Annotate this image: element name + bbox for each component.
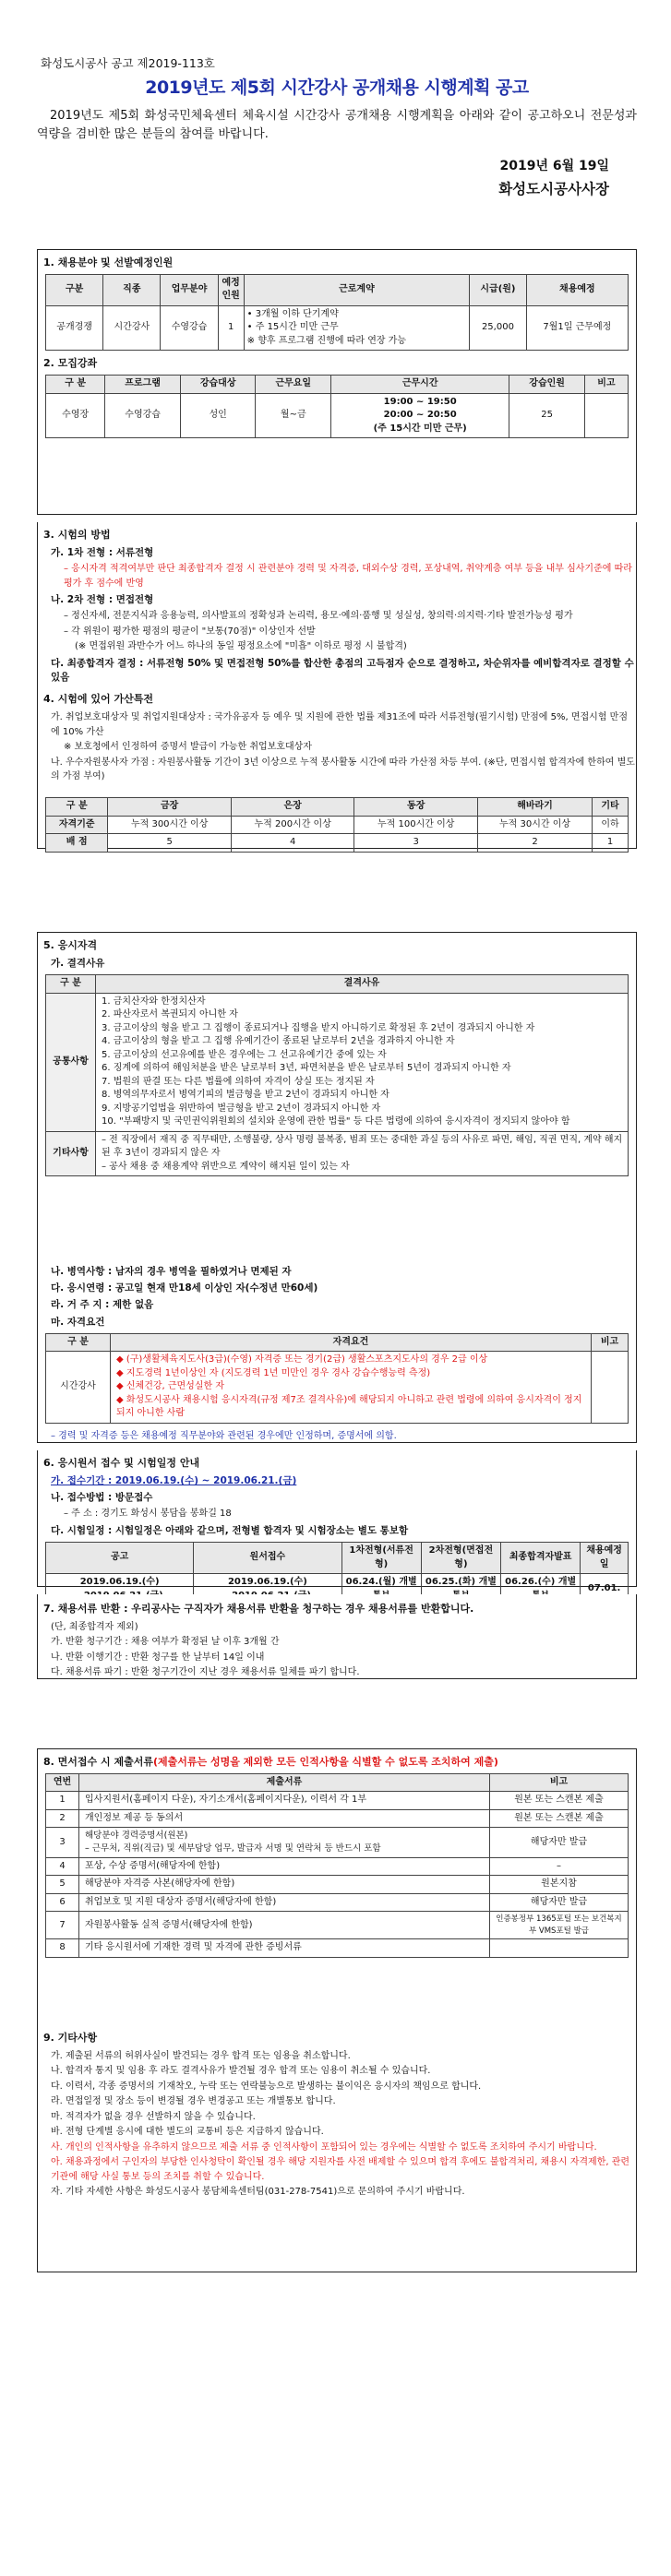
list-item: 3. 금고이상의 형을 받고 그 집행이 종료되거나 집행을 받지 아니하기로 확정된 후 2년이 경과되지 아니한 자 (102, 1022, 535, 1033)
table-cell: 누적 100시간 이상 (354, 816, 478, 834)
table-cell: 입사지원서(홈페이지 다운), 자기소개서(홈페이지다운), 이력서 각 1부 (79, 1792, 490, 1810)
list-item: ◆ (구)생활체육지도사(3급)(수영) 자격증 또는 경기(2급) 생활스포츠지도사의 경우 2급 이상 (116, 1354, 488, 1366)
table-row (46, 305, 629, 351)
table-row (46, 1939, 629, 1958)
notice-header (37, 55, 637, 200)
schedule-box (37, 1450, 637, 1594)
table-header: 비고 (592, 1333, 629, 1352)
table-cell: 해당자만 발급 (490, 1893, 629, 1912)
table-row (46, 1809, 629, 1828)
table-header: 공고 (46, 1543, 194, 1574)
table-cell: 누적 300시간 이상 (108, 816, 232, 834)
table-cell: 2 (46, 1809, 79, 1828)
list-item: 9. 지방공기업법을 위반하여 벌금형을 받고 2년이 경과되지 아니한 자 (102, 1103, 381, 1114)
documents-table (45, 1773, 629, 1958)
section-9-item: 자. 기타 자세한 사항은 화성도시공사 봉담체육센터팀(031-278-7541)으로 문의하여 주시기 바랍니다. (51, 2187, 465, 2198)
table-header: 비고 (584, 376, 628, 394)
table-cell: – (490, 1857, 629, 1876)
section-5-a: 가. 결격사유 (51, 957, 105, 969)
list-item: ◆ 신체건강, 근면성실한 자 (116, 1381, 225, 1392)
table-cell: 06.25.(화) 개별 (421, 1574, 500, 1605)
table-cell: 07.01. (581, 1574, 629, 1605)
table-header: 채용예정일 (581, 1543, 629, 1574)
table-cell: 원본 또는 스캔본 제출 (490, 1792, 629, 1810)
section-3-a1 (64, 562, 636, 590)
table-cell: 개인정보 제공 등 동의서 (79, 1809, 490, 1828)
list-item: ◆ 지도경력 1년이상인 자 (지도경력 1년 미만인 경우 경사 강습수행능력 측정) (116, 1367, 431, 1378)
list-item: 6. 징계에 의하여 해임처분을 받은 날로부터 3년, 파면처분을 받은 날로부터 5년이 경과되지 아니한 자 (102, 1063, 511, 1074)
return-box (37, 1594, 637, 1679)
recruitment-box (37, 249, 637, 515)
table-cell (490, 1939, 629, 1958)
table-header: 강습대상 (180, 376, 256, 394)
table-cell: 해당분야 경력증명서(원본) – 근무처, 직위(직급) 및 세부담당 업무, 발급자 서명 및 연락처 등 반드시 포함 (79, 1828, 490, 1858)
table-header: 구분 (46, 274, 103, 305)
table-cell: 7월1일 근무예정 (526, 305, 628, 351)
section-9-item: 마. 적격자가 없을 경우 선발하지 않을 수 있습니다. (51, 2111, 256, 2122)
table-cell: 수영강습 (105, 393, 181, 438)
list-item: 2. 파산자로서 복권되지 아니한 자 (102, 1009, 238, 1020)
section-3-b: 나. 2차 전형 : 면접전형 (51, 594, 154, 606)
table-header: 원서접수 (194, 1543, 341, 1574)
table-cell: 1 (46, 1792, 79, 1810)
table-row (46, 1876, 629, 1894)
section-2-title: 2. 모집강좌 (43, 357, 98, 370)
table-cell: 2 (477, 834, 592, 853)
table-header: 제출서류 (79, 1773, 490, 1792)
table-header: 구 분 (46, 975, 96, 994)
table-cell: 2019.06.19.(수) (194, 1574, 341, 1605)
course-table (45, 375, 629, 438)
table-header: 자격요건 (111, 1333, 592, 1352)
table-cell: 5 (46, 1876, 79, 1894)
table-cell: 해당자만 발급 (490, 1828, 629, 1858)
table-cell: 이하 (593, 816, 629, 834)
list-item: – 전 직장에서 재직 중 직무태만, 소행불량, 상사 명령 불복종, 범죄 또는 중대한 과실 등의 사유로 파면, 해임, 직권 면직, 계약 해지된 후 3년이 경과되지 않은 자 (102, 1134, 623, 1159)
section-7-a: 가. 반환 청구기간 : 채용 여부가 확정된 날 이후 3개월 간 (51, 1637, 280, 1648)
section-9-item: 라. 면접일정 및 장소 등이 변경될 경우 변경공고 또는 개별통보 합니다. (51, 2096, 336, 2107)
section-3-a: 가. 1차 전형 : 서류전형 (51, 546, 154, 558)
row-label: 공통사항 (46, 993, 96, 1131)
table-row (46, 816, 629, 834)
table-header: 해바라기 (477, 798, 592, 817)
table-header: 은장 (231, 798, 354, 817)
row-label: 기타사항 (46, 1131, 96, 1176)
list-item: 10. "부패방지 및 국민권익위원회의 설치와 운영에 관한 법률" 등 다른 법령에 의하여 응시자격이 정지되지 않아야 함 (102, 1116, 570, 1127)
list-item: 1. 금치산자와 한정치산자 (102, 996, 206, 1007)
section-9-item: 사. 개인의 인적사항을 유추하지 않으므로 제출 서류 중 인적사항이 포함되어 있는 경우에는 식별할 수 없도록 조치하여 주시기 바랍니다. (51, 2141, 597, 2153)
table-cell: 4 (231, 834, 354, 853)
table-header: 금장 (108, 798, 232, 817)
table-row (46, 393, 629, 438)
notice-intro: 2019년도 제5회 화성국민체육센터 체육시설 시간강사 공개채용 시행계획을 아래와 같이 공고하오니 전문성과 역량을 겸비한 많은 분들의 참여를 바랍니다. (37, 108, 637, 141)
table-cell: 성인 (180, 393, 256, 438)
disqualification-table (45, 974, 629, 1176)
table-header: 채용예정 (526, 274, 628, 305)
requirement-box (37, 1262, 637, 1443)
notice-date: 2019년 6월 19일 (499, 158, 609, 173)
section-7-c: 다. 채용서류 파기 : 반환 청구기간이 지난 경우 채용서류 일체를 파기 합니다. (51, 1667, 360, 1678)
section-3-c: 다. 최종합격자 결정 : 서류전형 50% 및 면접전형 50%를 합산한 총점의 고득점자 순으로 결정하고, 차순위자를 예비합격자로 결정할 수 있음 (51, 657, 634, 684)
section-9-item: 아. 채용과정에서 구인자의 부당한 인사청탁이 확인될 경우 해당 지원자를 사전 배제할 수 있으며 합격 후에도 불합격처리, 채용시 자격제한, 관련기관에 해당 사실 통보 등의 조치를 취할 수 있습니다. (51, 2157, 630, 2182)
section-5-note: – 경력 및 자격증 등은 채용예정 직무분야와 관련된 경우에만 인정하며, 증명서에 의함. (51, 1430, 397, 1441)
table-row (46, 1912, 629, 1939)
table-cell: 수영강습 (161, 305, 218, 351)
table-cell: 25 (509, 393, 585, 438)
section-7-title: 7. 채용서류 반환 : 우리공사는 구직자가 채용서류 반환을 청구하는 경우 채용서류를 반환합니다. (43, 1603, 474, 1615)
volunteer-table-box (37, 795, 637, 849)
table-cell: 수영장 (46, 393, 105, 438)
list-item: 8. 병역의무자로서 병역기피의 벌금형을 받고 2년이 경과되지 아니한 자 (102, 1090, 389, 1101)
row-label: 시간강사 (46, 1352, 111, 1424)
section-5-e: 마. 자격요건 (51, 1316, 105, 1328)
section-3-title: 3. 시험의 방법 (43, 529, 111, 541)
section-9-title: 9. 기타사항 (43, 2032, 98, 2044)
section-3-b3: (※ 면접위원 과반수가 어느 하나의 동일 평정요소에 "미흡" 이하로 평정 시 불합격) (75, 641, 407, 652)
table-header: 프로그램 (105, 376, 181, 394)
list-item: 5. 금고이상의 선고유예를 받은 경우에는 그 선고유예기간 중에 있는 자 (102, 1049, 387, 1060)
disqualification-list (96, 993, 629, 1131)
table-header: 근무요일 (256, 376, 331, 394)
table-cell: • 3개월 이하 단기계약 • 주 15시간 미만 근무 ※ 향후 프로그램 진행에 따라 연장 가능 (244, 305, 470, 351)
table-header: 구 분 (46, 1333, 111, 1352)
section-6-a (51, 1474, 636, 1488)
table-header: 동장 (354, 798, 478, 817)
table-cell: 25,000 (470, 305, 527, 351)
section-9-item: 나. 합격자 통지 및 임용 후 라도 결격사유가 발견될 경우 합격 또는 임용이 취소될 수 있습니다. (51, 2066, 431, 2077)
row-label: 배 점 (46, 834, 108, 853)
table-cell: 06.26.(수) 개별 (501, 1574, 581, 1605)
table-row (46, 1893, 629, 1912)
table-cell: 월~금 (256, 393, 331, 438)
notice-organization: 화성도시공사사장 (498, 181, 609, 198)
table-header: 강습인원 (509, 376, 585, 394)
section-6-a-text: 가. 접수기간 : 2019.06.19.(수) ~ 2019.06.21.(금) (51, 1474, 297, 1486)
table-cell: 기타 응시원서에 기재한 경력 및 자격에 관한 증빙서류 (79, 1939, 490, 1958)
section-5-b: 나. 병역사항 : 남자의 경우 병역을 필하였거나 면제된 자 (51, 1266, 292, 1277)
exam-box (37, 522, 637, 797)
table-row (46, 1131, 629, 1176)
table-header: 시급(원) (470, 274, 527, 305)
section-9-item: 가. 제출된 서류의 허위사실이 발견되는 경우 합격 또는 임용을 취소합니다. (51, 2050, 351, 2061)
table-row (46, 1828, 629, 1858)
section-7-sub: (단, 최종합격자 제외) (51, 1621, 138, 1632)
list-item: 4. 금고이상의 형을 받고 그 집행 유예기간이 종료된 날로부터 2년을 경과하지 아니한 자 (102, 1036, 455, 1047)
section-3-a1-text: – 응시자격 적격여부만 판단 최종합격자 결정 시 관련분야 경력 및 자격증, 대외수상 경력, 포상내역, 취약계층 여부 등을 내부 심사기준에 따라 평가 후 점수에 반영 (64, 564, 632, 589)
section-8-title (43, 1755, 636, 1770)
table-cell: 7 (46, 1912, 79, 1939)
table-header: 구 분 (46, 798, 108, 817)
table-cell: 4 (46, 1857, 79, 1876)
qualification-box (37, 932, 637, 1264)
section-4-a1: ※ 보호청에서 인정하여 증명서 발급이 가능한 취업보호대상자 (64, 742, 312, 753)
section-1-title: 1. 채용분야 및 선발예정인원 (43, 256, 174, 268)
volunteer-table (45, 797, 629, 853)
table-cell (584, 393, 628, 438)
table-row (46, 834, 629, 853)
section-5-d: 라. 거 주 지 : 제한 없음 (51, 1299, 154, 1311)
notice-number: 화성도시공사 공고 제2019-113호 (41, 56, 215, 70)
table-header: 직종 (103, 274, 161, 305)
section-6-b: 나. 접수방법 : 방문접수 (51, 1492, 153, 1504)
table-cell: 19:00 ~ 19:50 20:00 ~ 20:50 (주 15시간 미만 근무) (331, 393, 509, 438)
section-3-b1: – 정신자세, 전문지식과 응용능력, 의사발표의 정확성과 논리력, 용모·예의·품행 및 성실성, 창의력·의지력·기타 발전가능성 평가 (64, 611, 573, 622)
section-8-title-text: 8. 면서접수 시 제출서류 (43, 1756, 153, 1768)
table-header: 근무시간 (331, 376, 509, 394)
requirement-table (45, 1333, 629, 1424)
table-cell: 공개경쟁 (46, 305, 103, 351)
table-cell: 해당분야 자격증 사본(해당자에 한함) (79, 1876, 490, 1894)
table-header: 기타 (593, 798, 629, 817)
section-9-item: 다. 이력서, 각종 증명서의 기재착오, 누락 또는 연락불능으로 발생하는 불이익은 응시자의 책임으로 합니다. (51, 2081, 482, 2092)
table-cell: 8 (46, 1939, 79, 1958)
table-header: 근로계약 (244, 274, 470, 305)
table-cell: 누적 200시간 이상 (231, 816, 354, 834)
table-header: 최종합격자발표 (501, 1543, 581, 1574)
list-item: 7. 법원의 판결 또는 다른 법률에 의하여 자격이 상실 또는 정지된 자 (102, 1076, 375, 1087)
section-4-a: 가. 취업보호대상자 및 취업지원대상자 : 국가유공자 등 예우 및 지원에 관한 법률 제31조에 따라 서류전형(필기시험) 만점에 5%, 면접시험 만점에 10% 가산 (51, 712, 628, 737)
misc-box (37, 2023, 637, 2272)
table-header: 업무분야 (161, 274, 218, 305)
table-header: 2차전형(면접전형) (421, 1543, 500, 1574)
table-header: 예정인원 (218, 274, 244, 305)
table-cell (592, 1352, 629, 1424)
table-cell: 3 (46, 1828, 79, 1858)
documents-box (37, 1748, 637, 2025)
other-list (96, 1131, 629, 1176)
section-4-b: 나. 우수자원봉사자 가점 : 자원봉사활동 기간이 3년 이상으로 누적 봉사활동 시간에 따라 가산점 차등 부여. (※단, 면접시험 합격자에 한하여 별도의 가점 부여) (51, 757, 635, 782)
table-header: 구 분 (46, 376, 105, 394)
section-5-title: 5. 응시자격 (43, 939, 98, 951)
row-label: 자격기준 (46, 816, 108, 834)
section-6-c: 다. 시험일정 : 시험일정은 아래와 같으며, 전형별 합격자 및 시험장소는 별도 통보함 (51, 1524, 409, 1536)
recruitment-table (45, 274, 629, 352)
table-header: 비고 (490, 1773, 629, 1792)
table-cell: 원본 또는 스캔본 제출 (490, 1809, 629, 1828)
list-item: – 공사 채용 중 채용계약 위반으로 계약이 해지된 일이 있는 자 (102, 1161, 350, 1172)
table-cell: 누적 30시간 이상 (477, 816, 592, 834)
table-cell: 2019.06.19.(수) (46, 1574, 194, 1605)
table-row (46, 1352, 629, 1424)
table-cell: 5 (108, 834, 232, 853)
table-cell: 원본지참 (490, 1876, 629, 1894)
section-6-title: 6. 응시원서 접수 및 시험일정 안내 (43, 1457, 200, 1469)
section-4-title: 4. 시험에 있어 가산특전 (43, 693, 153, 706)
table-header: 연번 (46, 1773, 79, 1792)
table-row (46, 1792, 629, 1810)
section-5-c: 다. 응시연령 : 공고일 현재 만18세 이상인 자(수정년 만60세) (51, 1282, 318, 1294)
section-7-b: 나. 반환 이행기간 : 반환 청구를 한 날부터 14일 이내 (51, 1652, 265, 1663)
table-cell: 6 (46, 1893, 79, 1912)
table-header: 결격사유 (96, 975, 629, 994)
notice-title: 2019년도 제5회 시간강사 공개채용 시행계획 공고 (145, 78, 529, 99)
section-8-title-note: (제출서류는 성명을 제외한 모든 인적사항을 식별할 수 없도록 조치하여 제출) (152, 1756, 498, 1768)
table-row (46, 1857, 629, 1876)
requirement-list (111, 1352, 592, 1424)
table-header: 1차전형(서류전형) (341, 1543, 421, 1574)
table-row (46, 993, 629, 1131)
table-cell: 3 (354, 834, 478, 853)
table-cell: 1 (218, 305, 244, 351)
table-cell: 06.24.(월) 개별 (341, 1574, 421, 1605)
table-cell: 시간강사 (103, 305, 161, 351)
table-cell: 1 (593, 834, 629, 853)
table-cell: 자원봉사활동 실적 증명서(해당자에 한함) (79, 1912, 490, 1939)
table-cell: 포상, 수상 증명서(해당자에 한함) (79, 1857, 490, 1876)
section-9-item: 바. 전형 단계별 응시에 대한 별도의 교통비 등은 지급하지 않습니다. (51, 2127, 324, 2138)
section-3-b2: – 각 위원이 평가한 평점의 평균이 "보통(70점)" 이상인자 선발 (64, 626, 316, 637)
section-6-b1: – 주 소 : 경기도 화성시 봉담읍 봉화길 18 (64, 1509, 232, 1520)
table-cell: 인증봉정부 1365포털 또는 보건복지부 VMS포털 발급 (490, 1912, 629, 1939)
table-cell: 취업보호 및 지원 대상자 증명서(해당자에 한함) (79, 1893, 490, 1912)
list-item: ◆ 화성도시공사 채용시험 응시자격(규정 제7조 결격사유)에 해당되지 아니하고 관련 법령에 의하여 응시자격이 정지되지 아니한 사람 (116, 1394, 582, 1419)
